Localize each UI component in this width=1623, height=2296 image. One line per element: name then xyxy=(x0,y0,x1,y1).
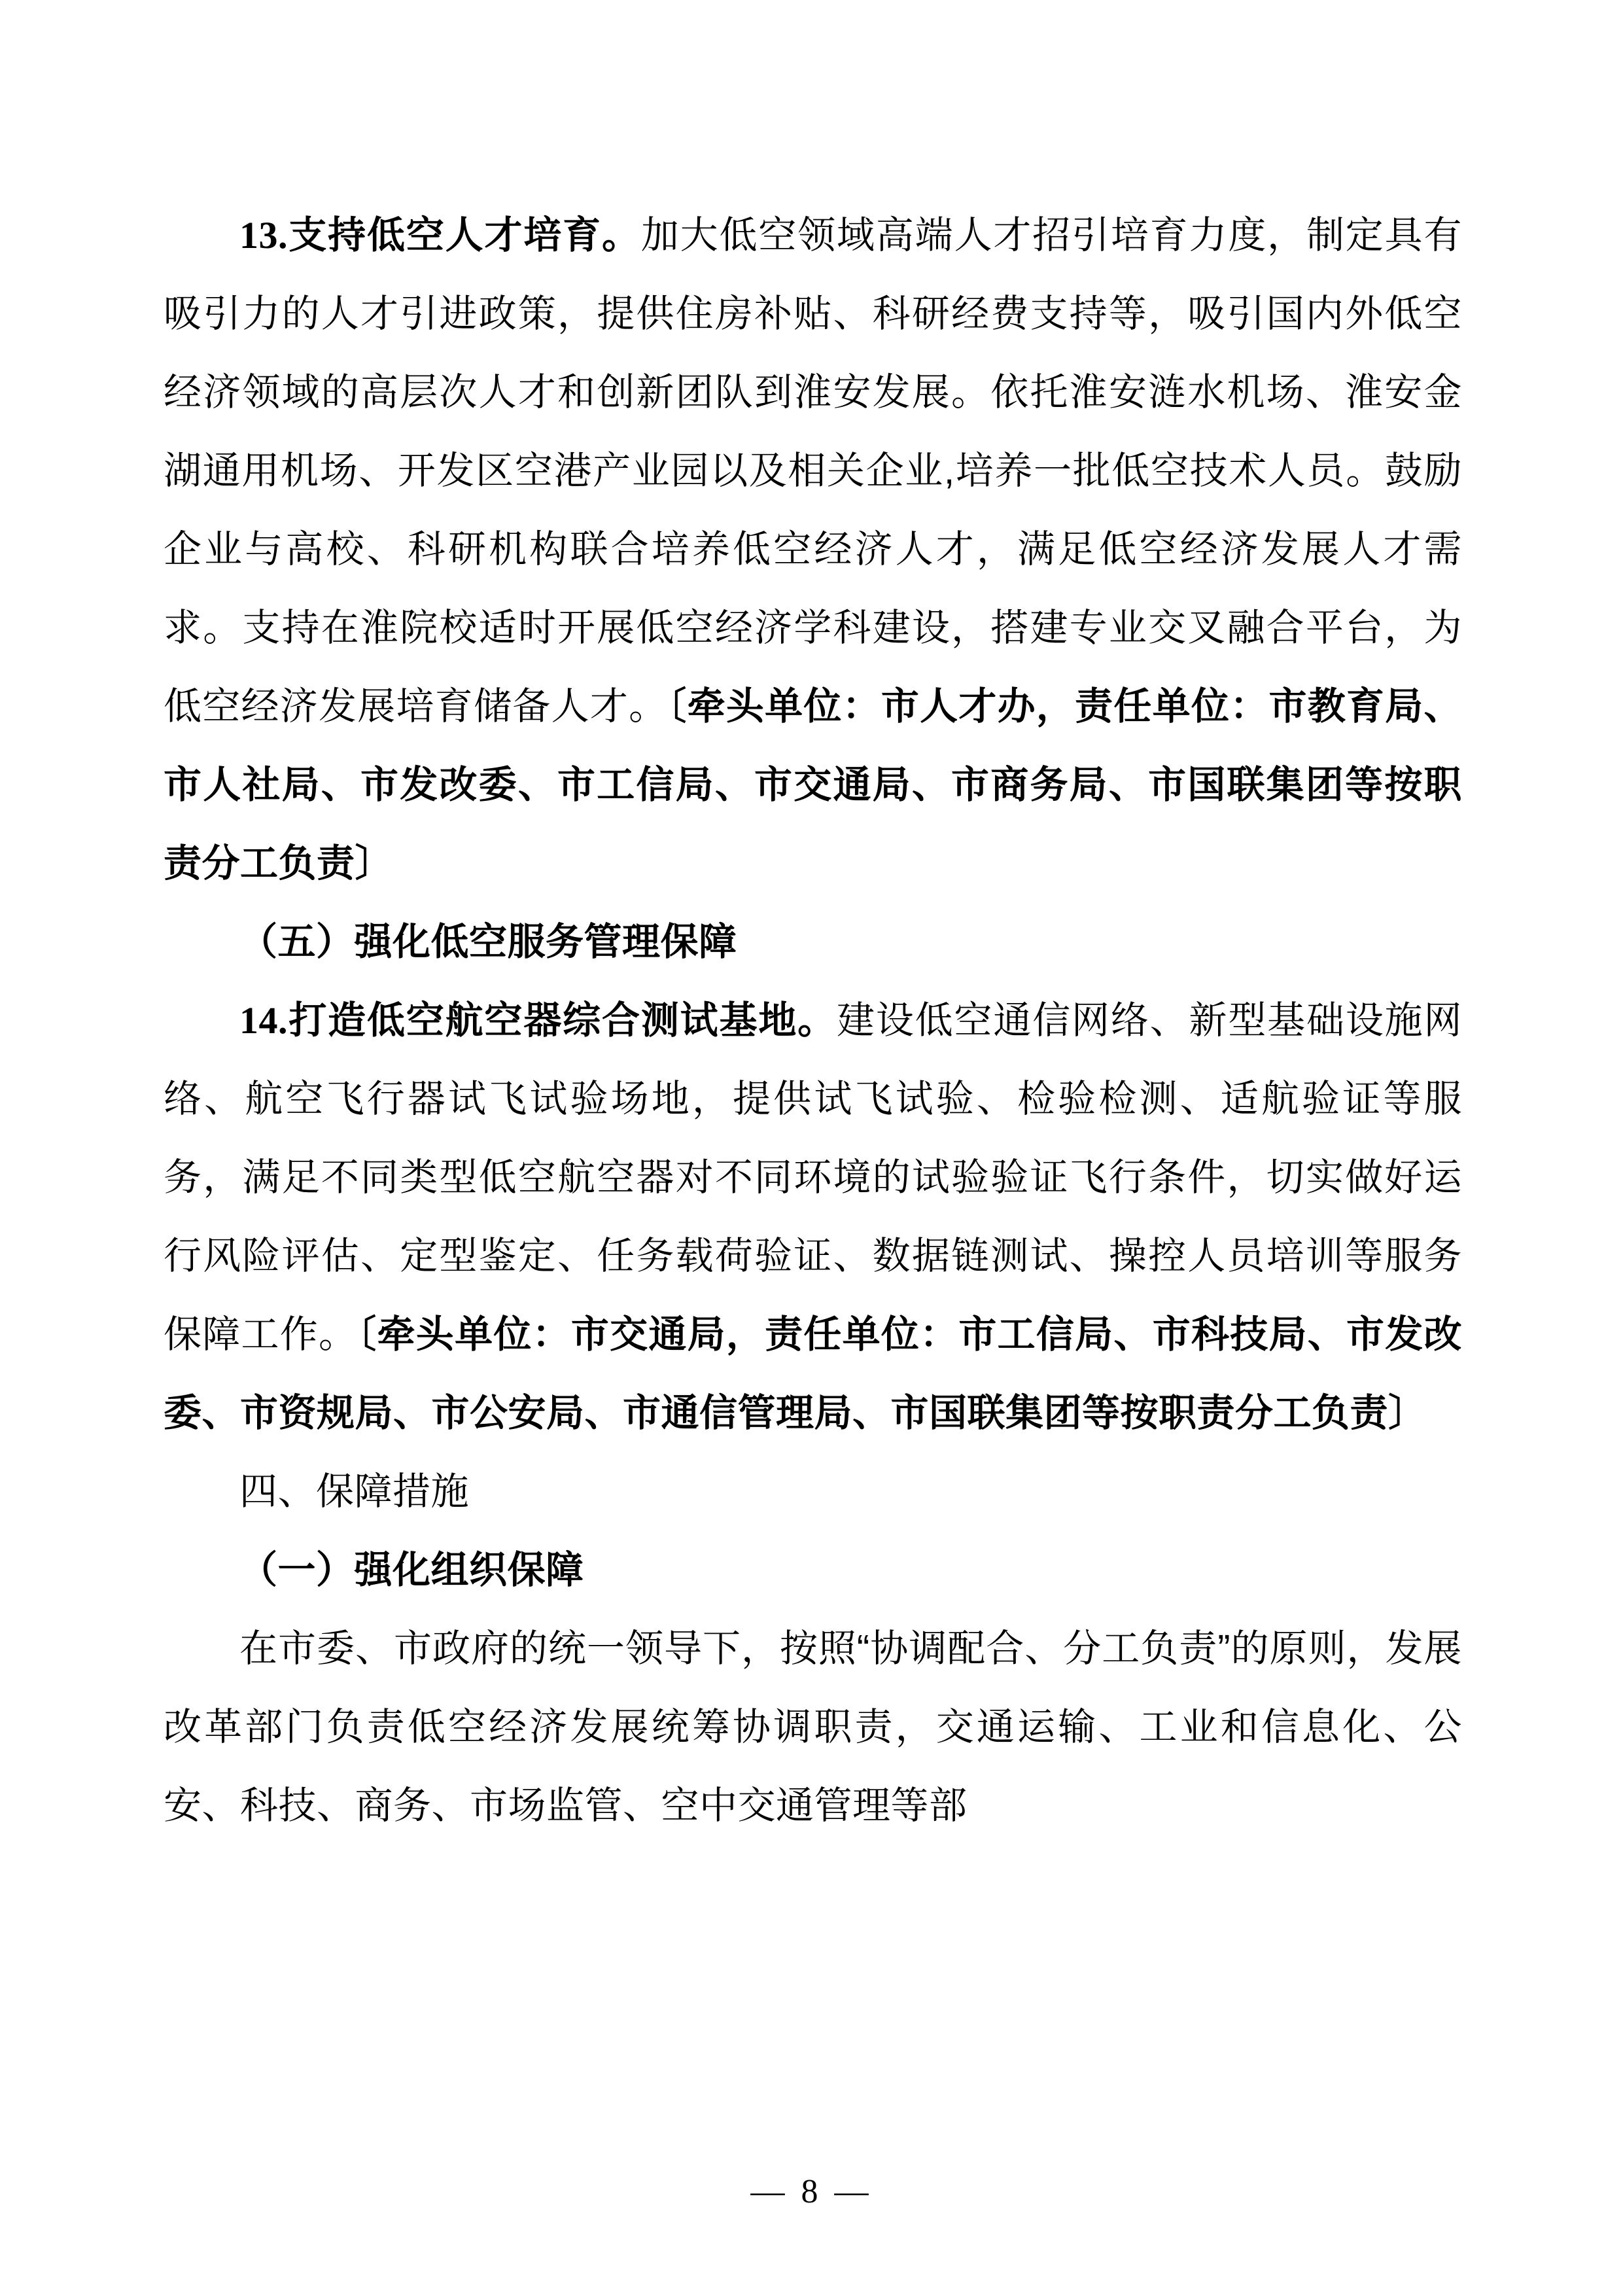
item-number-13: 13. xyxy=(239,214,288,256)
item-14-bold-lead: 打造低空航空器综合测试基地。 xyxy=(288,999,837,1042)
item-13-attribution: 〔牵头单位：市人才办，责任单位：市教育局、市人社局、市发改委、市工信局、市交通局、市商务局、市国联集团等按职责分工负责〕 xyxy=(164,685,1462,885)
page-number: — 8 — xyxy=(750,2173,873,2210)
document-body xyxy=(164,196,1462,1845)
heading-section-five: （五）强化低空服务管理保障 xyxy=(239,921,737,963)
item-13-text: 加大低空领域高端人才招引培育力度，制定具有吸引力的人才引进政策，提供住房补贴、科研经费支持等，吸引国内外低空经济领域的高层次人才和创新团队到淮安发展。依托淮安涟水机场、淮安金湖通用机场、开发区空港产业园以及相关企业,培养一批低空技术人员。鼓励企业与高校、科研机构联合培养低空经济人才，满足低空经济发展人才需求。支持在淮院校适时开展低空经济学科建设，搭建专业交叉融合平台，为低空经济发展培育储备人才。 xyxy=(164,214,1462,728)
heading-section-four: 四、保障措施 xyxy=(239,1470,470,1513)
item-number-14: 14. xyxy=(239,999,288,1042)
paragraph-item-14 xyxy=(164,981,1462,1453)
paragraph-item-13 xyxy=(164,196,1462,903)
item-13-bold-lead: 支持低空人才培育。 xyxy=(288,214,641,256)
paragraph-org-guarantee: 在市委、市政府的统一领导下，按照“协调配合、分工负责”的原则，发展改革部门负责低空经济发展统筹协调职责，交通运输、工业和信息化、公安、科技、商务、市场监管、空中交通管理等部 xyxy=(164,1627,1462,1827)
item-14-attribution: 〔牵头单位：市交通局，责任单位：市工信局、市科技局、市发改委、市资规局、市公安局、市通信管理局、市国联集团等按职责分工负责〕 xyxy=(164,1313,1462,1434)
heading-subsection-one: （一）强化组织保障 xyxy=(239,1549,584,1591)
item-14-text: 建设低空通信网络、新型基础设施网络、航空飞行器试飞试验场地，提供试飞试验、检验检测、适航验证等服务，满足不同类型低空航空器对不同环境的试验验证飞行条件，切实做好运行风险评估、定型鉴定、任务载荷验证、数据链测试、操控人员培训等服务保障工作。 xyxy=(164,999,1462,1356)
